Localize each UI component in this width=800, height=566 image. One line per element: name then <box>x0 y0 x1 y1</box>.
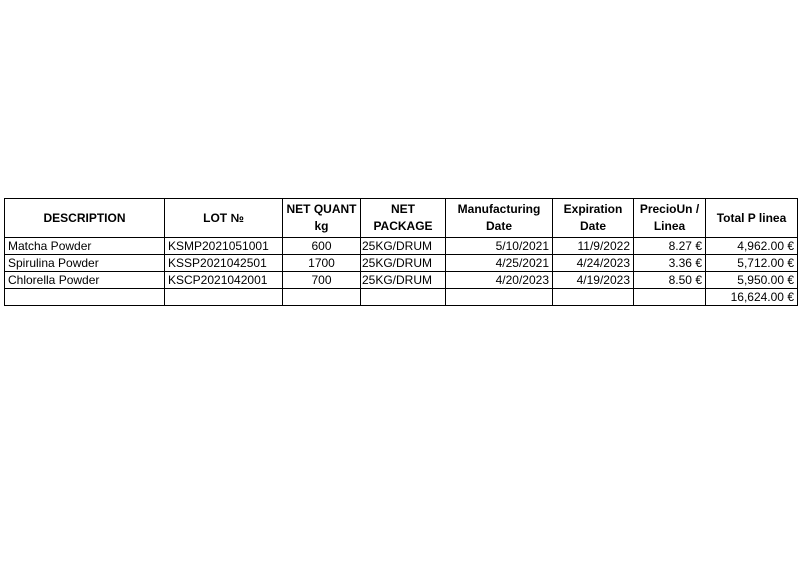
table-header-row <box>5 199 798 238</box>
cell-unit-price[interactable]: 8.27 € <box>634 238 706 255</box>
empty-cell[interactable] <box>283 289 361 306</box>
empty-cell[interactable] <box>634 289 706 306</box>
cell-description[interactable]: Matcha Powder <box>5 238 165 255</box>
cell-lot[interactable]: KSMP2021051001 <box>165 238 283 255</box>
header-lot: LOT № <box>165 199 283 238</box>
empty-cell[interactable] <box>361 289 446 306</box>
cell-lot[interactable]: KSSP2021042501 <box>165 255 283 272</box>
header-net-quant: NET QUANT kg <box>283 199 361 238</box>
cell-expiration-date[interactable]: 11/9/2022 <box>553 238 634 255</box>
cell-manufacturing-date[interactable]: 5/10/2021 <box>446 238 553 255</box>
cell-expiration-date[interactable]: 4/19/2023 <box>553 272 634 289</box>
header-unit-price: PrecioUn / Linea <box>634 199 706 238</box>
cell-lot[interactable]: KSCP2021042001 <box>165 272 283 289</box>
table-row <box>5 255 798 272</box>
cell-unit-price[interactable]: 8.50 € <box>634 272 706 289</box>
header-expiration-date: Expiration Date <box>553 199 634 238</box>
cell-unit-price[interactable]: 3.36 € <box>634 255 706 272</box>
empty-cell[interactable] <box>553 289 634 306</box>
empty-cell[interactable] <box>446 289 553 306</box>
cell-net-quant[interactable]: 600 <box>283 238 361 255</box>
cell-description[interactable]: Chlorella Powder <box>5 272 165 289</box>
cell-manufacturing-date[interactable]: 4/25/2021 <box>446 255 553 272</box>
cell-net-quant[interactable]: 700 <box>283 272 361 289</box>
cell-line-total[interactable]: 5,950.00 € <box>706 272 798 289</box>
header-net-package: NET PACKAGE <box>361 199 446 238</box>
cell-line-total[interactable]: 5,712.00 € <box>706 255 798 272</box>
empty-cell[interactable] <box>165 289 283 306</box>
cell-net-package[interactable]: 25KG/DRUM <box>361 238 446 255</box>
cell-description[interactable]: Spirulina Powder <box>5 255 165 272</box>
header-manufacturing-date: Manufacturing Date <box>446 199 553 238</box>
total-row <box>5 289 798 306</box>
cell-net-quant[interactable]: 1700 <box>283 255 361 272</box>
header-line-total: Total P linea <box>706 199 798 238</box>
table-row <box>5 238 798 255</box>
cell-expiration-date[interactable]: 4/24/2023 <box>553 255 634 272</box>
grand-total-cell[interactable]: 16,624.00 € <box>706 289 798 306</box>
cell-net-package[interactable]: 25KG/DRUM <box>361 272 446 289</box>
cell-line-total[interactable]: 4,962.00 € <box>706 238 798 255</box>
cell-manufacturing-date[interactable]: 4/20/2023 <box>446 272 553 289</box>
cell-net-package[interactable]: 25KG/DRUM <box>361 255 446 272</box>
table-row <box>5 272 798 289</box>
empty-cell[interactable] <box>5 289 165 306</box>
header-description: DESCRIPTION <box>5 199 165 238</box>
product-table <box>4 198 798 306</box>
spreadsheet-area <box>4 198 797 306</box>
